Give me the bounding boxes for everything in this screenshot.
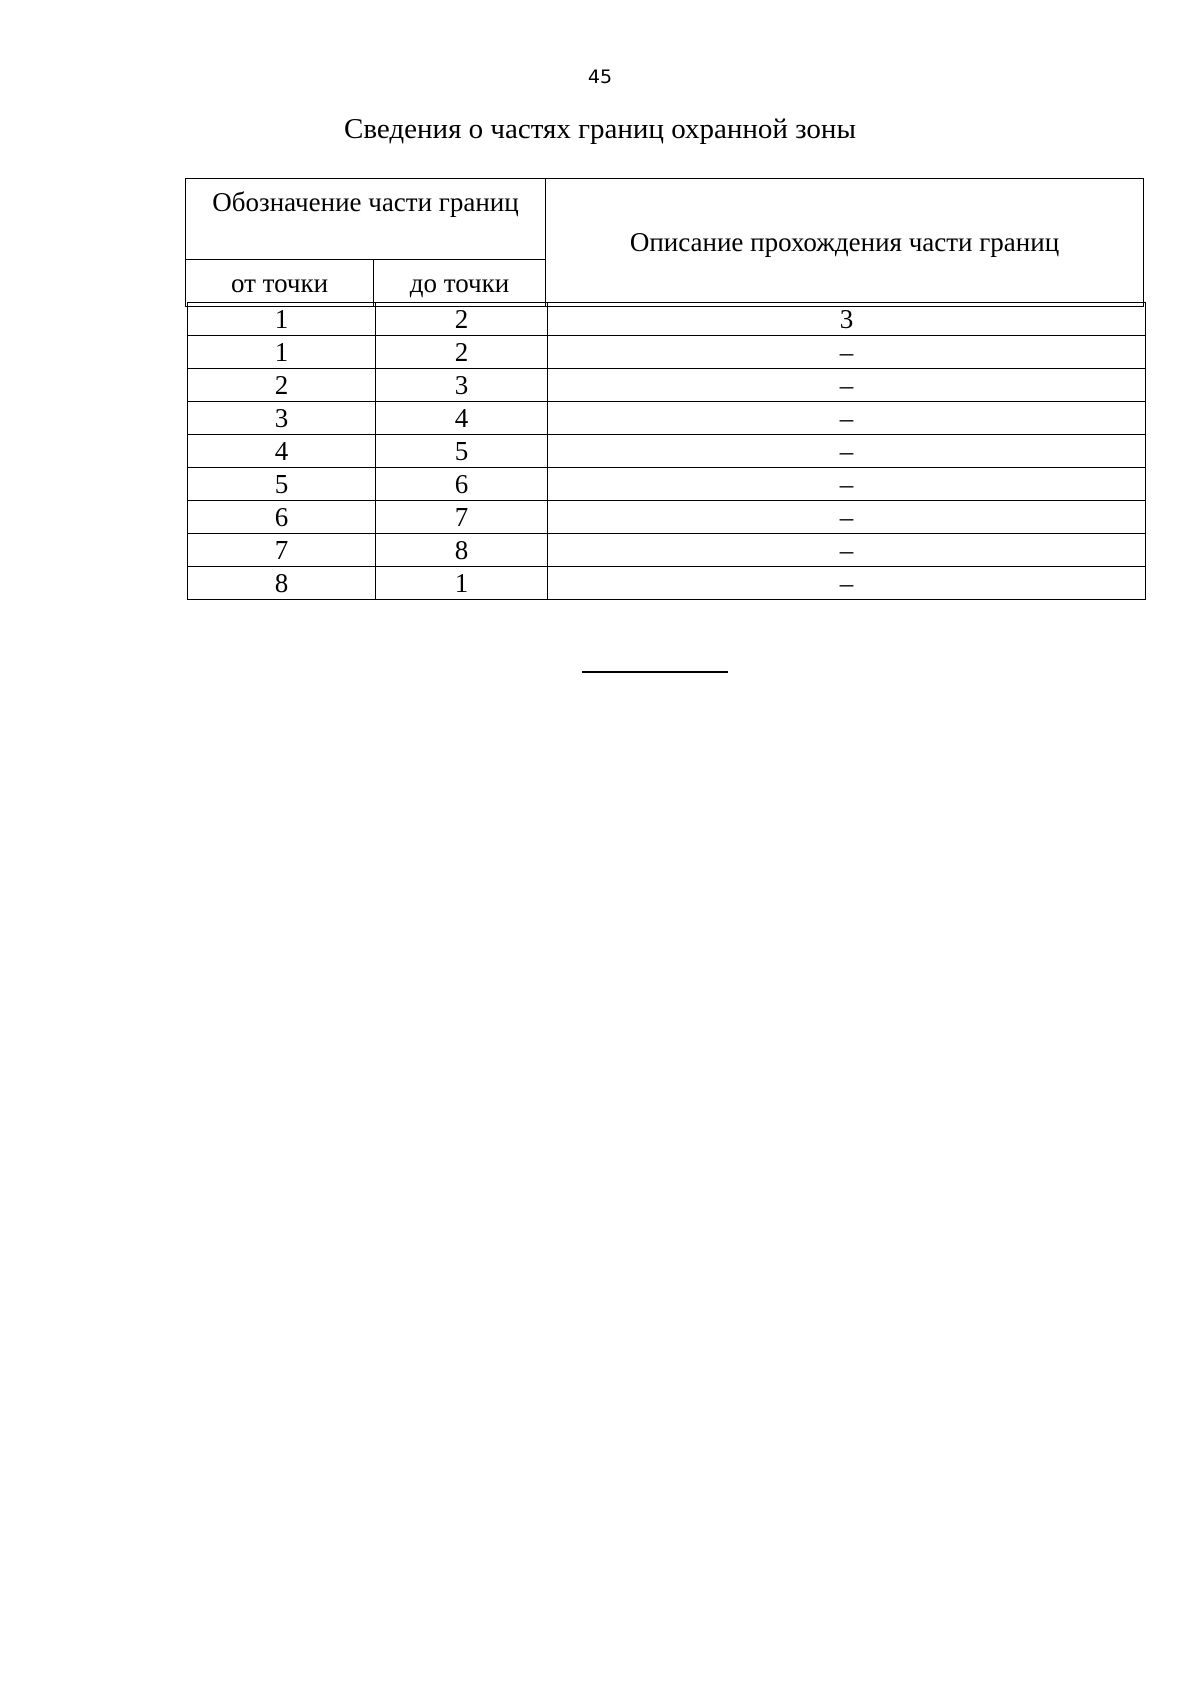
cell-to: 4 xyxy=(376,402,548,435)
cell-description: – xyxy=(548,534,1146,567)
cell-to: 6 xyxy=(376,468,548,501)
cell-from: 3 xyxy=(188,402,376,435)
cell-to: 8 xyxy=(376,534,548,567)
cell-to: 1 xyxy=(376,567,548,600)
page-number: 45 xyxy=(587,66,613,88)
cell-description: – xyxy=(548,567,1146,600)
cell-description: – xyxy=(548,369,1146,402)
cell-to: 7 xyxy=(376,501,548,534)
table-row xyxy=(188,501,1146,534)
cell-to: 3 xyxy=(376,369,548,402)
cell-description: – xyxy=(548,468,1146,501)
cell-description: – xyxy=(548,402,1146,435)
table-row xyxy=(188,534,1146,567)
cell-description: – xyxy=(548,435,1146,468)
cell-from: 8 xyxy=(188,567,376,600)
header-to-point: до точки xyxy=(374,260,546,307)
table-header xyxy=(185,178,1144,307)
cell-from: 1 xyxy=(188,336,376,369)
table-row xyxy=(188,369,1146,402)
end-of-section-rule xyxy=(582,671,728,673)
page-title: Сведения о частях границ охранной зоны xyxy=(344,113,856,145)
header-from-point: от точки xyxy=(186,260,374,307)
cell-from: 7 xyxy=(188,534,376,567)
table-row xyxy=(188,303,1146,336)
cell-description: – xyxy=(548,501,1146,534)
header-boundary-designation: Обозначение части границ xyxy=(186,179,546,260)
table-row xyxy=(188,567,1146,600)
table-row xyxy=(188,468,1146,501)
table-row xyxy=(188,435,1146,468)
cell-from: 4 xyxy=(188,435,376,468)
boundary-parts-table xyxy=(187,302,1146,600)
cell-from: 5 xyxy=(188,468,376,501)
cell-to: 2 xyxy=(376,336,548,369)
cell-from: 6 xyxy=(188,501,376,534)
cell-to: 5 xyxy=(376,435,548,468)
cell-from: 1 xyxy=(188,303,376,336)
table-row xyxy=(188,336,1146,369)
header-description: Описание прохождения части границ xyxy=(546,179,1144,307)
cell-to: 2 xyxy=(376,303,548,336)
cell-description: 3 xyxy=(548,303,1146,336)
cell-from: 2 xyxy=(188,369,376,402)
cell-description: – xyxy=(548,336,1146,369)
table-row xyxy=(188,402,1146,435)
